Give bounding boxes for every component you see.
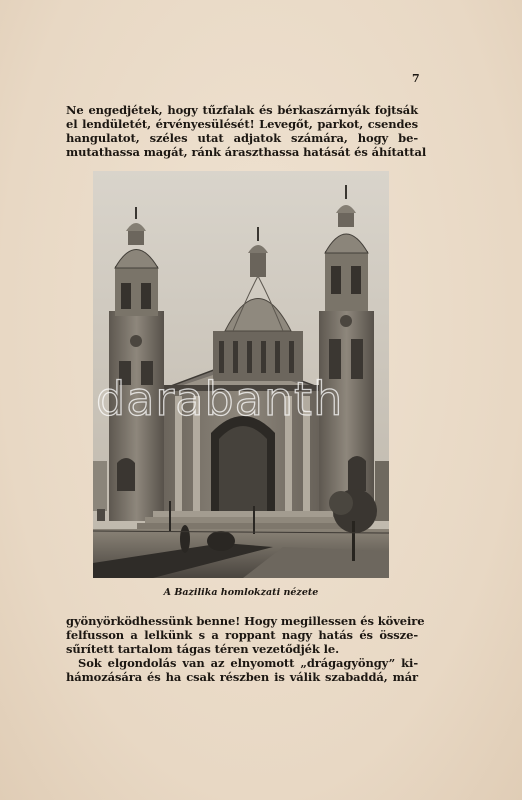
text-line: hámozására és ha csak részben is válik szabaddá, már [66, 670, 418, 684]
watermark: darabanth [96, 372, 344, 426]
text-line: Ne engedjétek, hogy tűzfalak és bérkaszárnyák fojtsák [66, 103, 418, 117]
figure-caption: A Bazilika homlokzati nézete [163, 587, 319, 598]
text-line: Sok elgondolás van az elnyomott „drágagyöngy” ki- [78, 656, 418, 670]
paragraph-bottom [66, 614, 425, 684]
text-line: hangulatot, széles utat adjatok számára, hogy be- [66, 131, 418, 145]
text-line: gyönyörködhessünk benne! Hogy megillessen és köveire [66, 614, 425, 628]
page-number: 7 [412, 72, 420, 85]
text-line: felfusson a lelkünk s a roppant nagy hatás és össze- [66, 628, 418, 642]
paragraph-top [66, 103, 427, 159]
text-line: el lendületét, érvényesülését! Levegőt, parkot, csendes [66, 117, 418, 131]
text-line: sűrített tartalom tágas téren vezetődjék le. [66, 642, 340, 656]
text-line: mutathassa magát, ránk áraszthassa hatását és áhítattal [66, 145, 427, 159]
